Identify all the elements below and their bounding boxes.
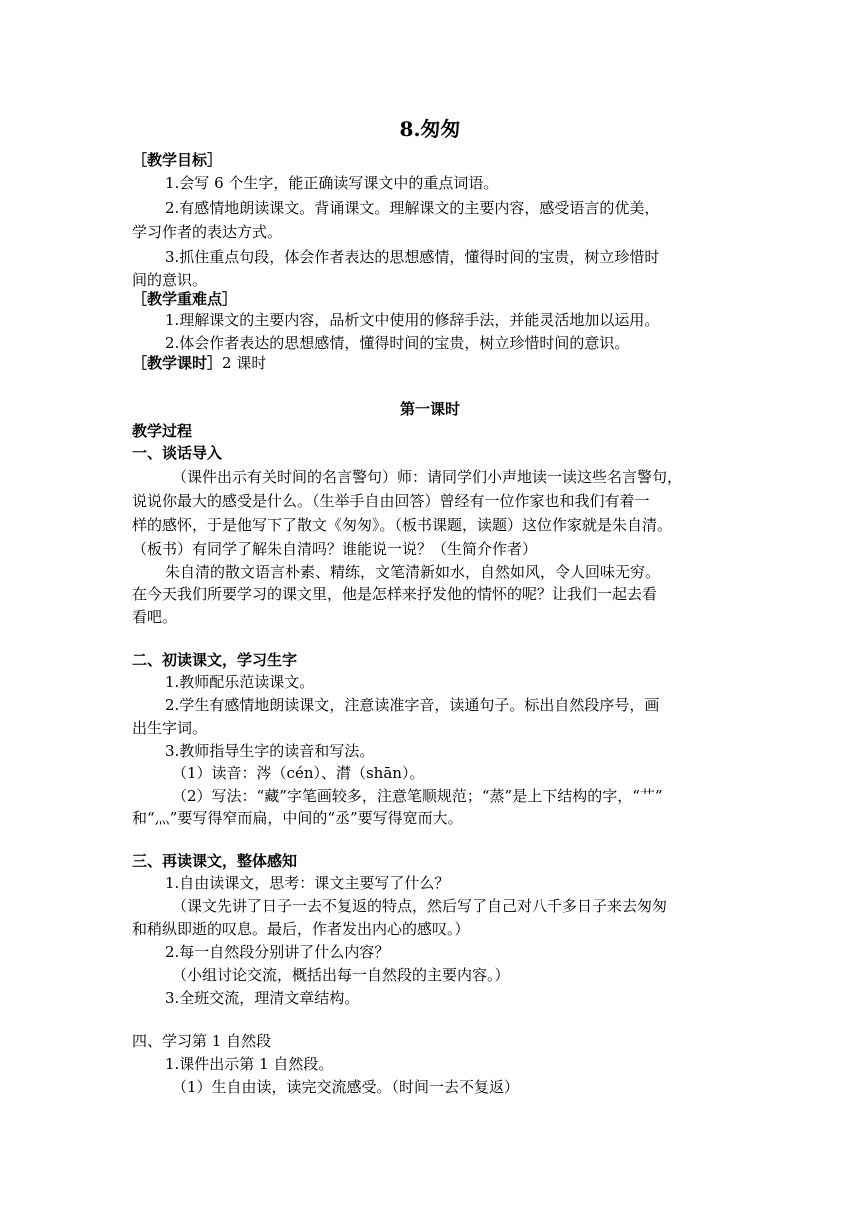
section-heading: 四、学习第 1 自然段 <box>132 1032 272 1050</box>
paragraph-line: 出生字词。 <box>132 719 208 737</box>
lesson-title: 第一课时 <box>399 400 460 418</box>
hours-value: 2 课时 <box>222 354 267 372</box>
section-heading: 二、初读课文，学习生字 <box>132 651 298 669</box>
keypoints-heading: ［教学重难点］ <box>132 290 238 308</box>
paragraph-line: 和“灬”要写得窄而扁，中间的“丞”要写得宽而大。 <box>132 809 463 827</box>
paragraph-line: 2.学生有感情地朗读课文，注意读准字音，读通句子。标出自然段序号，画 <box>165 696 660 714</box>
paragraph-line: 3.全班交流，理清文章结构。 <box>165 989 360 1007</box>
section-heading: 三、再读课文，整体感知 <box>132 852 298 870</box>
hours-row <box>132 352 266 374</box>
document-title: 8.匆匆 <box>399 117 461 141</box>
section-heading: 一、谈话导入 <box>132 444 223 462</box>
paragraph-line: 1.课件出示第 1 自然段。 <box>165 1055 334 1073</box>
paragraph-line: （课件出示有关时间的名言警句）师：请同学们小声地读一读这些名言警句， <box>172 468 683 486</box>
paragraph-line: 朱自清的散文语言朴素、精练，文笔清新如水，自然如风，令人回味无穷。 <box>165 563 661 581</box>
paragraph-line: 3.教师指导生字的读音和写法。 <box>165 742 375 760</box>
paragraph-line: 1.教师配乐范读课文。 <box>165 673 315 691</box>
paragraph-line: （2）写法：“藏”字笔画较多，注意笔顺规范；“蒸”是上下结构的字，“艹” <box>172 787 663 805</box>
paragraph-line: 2.每一自然段分别讲了什么内容？ <box>165 943 390 961</box>
goal-line: 2.有感情地朗读课文。背诵课文。理解课文的主要内容，感受语言的优美， <box>165 199 660 217</box>
paragraph-line: （小组讨论交流，概括出每一自然段的主要内容。） <box>172 966 510 984</box>
paragraph-line: （1）生自由读，读完交流感受。（时间一去不复返） <box>172 1078 520 1096</box>
keypoint-line: 2.体会作者表达的思想感情，懂得时间的宝贵，树立珍惜时间的意识。 <box>165 334 630 352</box>
goal-line: 间的意识。 <box>132 271 208 289</box>
paragraph-line: 看吧。 <box>132 608 178 626</box>
hours-heading: ［教学课时］ <box>132 354 223 372</box>
paragraph-line: 说说你最大的感受是什么。（生举手自由回答）曾经有一位作家也和我们有着一 <box>132 492 650 510</box>
paragraph-line: 样的感怀，于是他写下了散文《匆匆》。（板书课题，读题）这位作家就是朱自清。 <box>132 516 673 534</box>
goals-heading: ［教学目标］ <box>132 151 223 169</box>
goal-line: 学习作者的表达方式。 <box>132 223 283 241</box>
paragraph-line: 1.自由读课文，思考：课文主要写了什么？ <box>165 874 450 892</box>
paragraph-line: （1）读音：涔（cén）、潸（shān）。 <box>172 764 425 782</box>
paragraph-line: （板书）有同学了解朱自清吗？谁能说一说？（生简介作者） <box>132 540 538 558</box>
goal-line: 3.抓住重点句段，体会作者表达的思想感情，懂得时间的宝贵，树立珍惜时 <box>165 248 660 266</box>
keypoint-line: 1.理解课文的主要内容，品析文中使用的修辞手法，并能灵活地加以运用。 <box>165 311 660 329</box>
paragraph-line: （课文先讲了日子一去不复返的特点，然后写了自己对八千多日子来去匆匆 <box>172 897 668 915</box>
goal-line: 1.会写 6 个生字，能正确读写课文中的重点词语。 <box>165 174 499 192</box>
process-heading: 教学过程 <box>132 422 193 440</box>
paragraph-line: 和稍纵即逝的叹息。最后，作者发出内心的感叹。） <box>132 920 470 938</box>
paragraph-line: 在今天我们所要学习的课文里，他是怎样来抒发他的情怀的呢？让我们一起去看 <box>132 585 658 603</box>
